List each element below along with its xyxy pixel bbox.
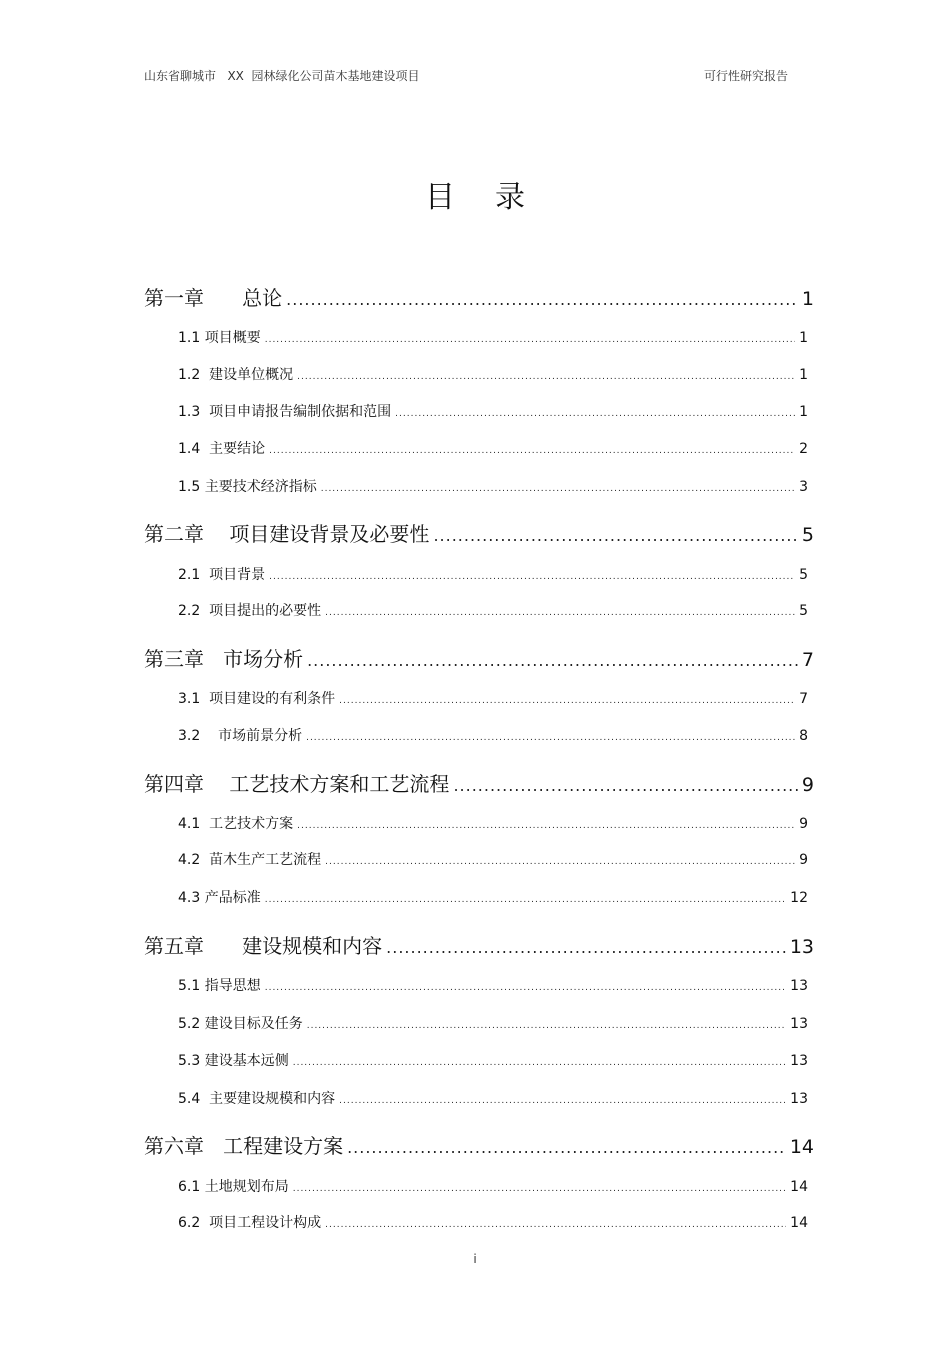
running-header-left: 山东省聊城市 XX 园林绿化公司苗木基地建设项目 [144,69,420,83]
dot-leader [307,651,798,670]
toc-section-entry[interactable] [178,1212,808,1232]
dot-leader [265,983,786,993]
toc-section-entry[interactable] [178,725,808,745]
toc-entry-page-number: 1 [799,330,808,346]
toc-entry-page-number: 7 [801,649,814,671]
toc-entry-label: 1.2 建设单位概况 [178,367,294,383]
toc-entry-page-number: 9 [799,816,808,832]
toc-entry-label: 1.5 主要技术经济指标 [178,479,317,495]
toc-entry-label: 1.4 主要结论 [178,441,266,457]
dot-leader [325,857,795,867]
dot-leader [325,1220,786,1230]
toc-section-entry[interactable] [178,887,808,907]
dot-leader [269,572,795,582]
dot-leader [453,776,797,795]
toc-entry-label: 6.2 项目工程设计构成 [178,1215,322,1231]
toc-section-entry[interactable] [178,438,808,458]
toc-entry-page-number: 9 [799,852,808,868]
dot-leader [339,1096,786,1106]
toc-entry-page-number: 1 [801,288,814,310]
dot-leader [433,526,797,545]
dot-leader [293,1058,786,1068]
toc-entry-page-number: 5 [799,567,808,583]
toc-entry-page-number: 14 [789,1136,814,1158]
dot-leader [321,484,795,494]
toc-entry-label: 4.2 苗木生产工艺流程 [178,852,322,868]
toc-entry-label: 5.4 主要建设规模和内容 [178,1091,336,1107]
toc-entry-label: 3.2 市场前景分析 [178,728,303,744]
toc-entry-label: 第三章 市场分析 [144,647,304,671]
running-header-right: 可行性研究报告 [704,69,789,83]
toc-entry-page-number: 14 [790,1215,808,1231]
dot-leader [297,821,795,831]
toc-section-entry[interactable] [178,1176,808,1196]
toc-entry-page-number: 8 [799,728,808,744]
toc-entry-page-number: 5 [799,603,808,619]
dot-leader [307,1021,786,1031]
toc-entry-label: 4.3 产品标准 [178,890,261,906]
toc-entry-page-number: 13 [790,1016,808,1032]
toc-entry-label: 5.1 指导思想 [178,978,261,994]
toc-entry-label: 3.1 项目建设的有利条件 [178,691,336,707]
toc-entry-page-number: 12 [790,890,808,906]
dot-leader [306,733,795,743]
dot-leader [395,409,795,419]
toc-entry-page-number: 13 [790,978,808,994]
toc-section-entry[interactable] [178,564,808,584]
dot-leader [265,895,786,905]
toc-section-entry[interactable] [178,849,808,869]
toc-section-entry[interactable] [178,813,808,833]
toc-chapter-entry[interactable] [144,1130,814,1159]
toc-entry-label: 5.2 建设目标及任务 [178,1016,303,1032]
dot-leader [297,372,795,382]
toc-entry-page-number: 14 [790,1179,808,1195]
toc-entry-label: 第四章 工艺技术方案和工艺流程 [144,772,450,796]
toc-section-entry[interactable] [178,975,808,995]
toc-entry-label: 1.3 项目申请报告编制依据和范围 [178,404,392,420]
toc-section-entry[interactable] [178,1088,808,1108]
dot-leader [293,1184,786,1194]
toc-entry-label: 2.2 项目提出的必要性 [178,603,322,619]
toc-entry-page-number: 5 [801,524,814,546]
dot-leader [386,938,786,957]
toc-entry-label: 6.1 土地规划布局 [178,1179,289,1195]
toc-section-entry[interactable] [178,688,808,708]
toc-entry-page-number: 13 [790,1091,808,1107]
toc-section-entry[interactable] [178,327,808,347]
toc-entry-page-number: 9 [801,774,814,796]
toc-entry-label: 第二章 项目建设背景及必要性 [144,522,430,546]
toc-entry-label: 5.3 建设基本远侧 [178,1053,289,1069]
toc-title: 目录 [425,180,565,215]
toc-entry-page-number: 7 [799,691,808,707]
page-number: i [473,1252,477,1266]
toc-entry-label: 2.1 项目背景 [178,567,266,583]
toc-section-entry[interactable] [178,600,808,620]
dot-leader [269,446,795,456]
dot-leader [339,696,795,706]
toc-entry-label: 4.1 工艺技术方案 [178,816,294,832]
toc-section-entry[interactable] [178,1050,808,1070]
toc-entry-label: 第一章 总论 [144,286,283,310]
dot-leader [347,1138,786,1157]
toc-chapter-entry[interactable] [144,768,814,797]
toc-entry-label: 第五章 建设规模和内容 [144,934,383,958]
toc-entry-page-number: 13 [790,1053,808,1069]
toc-chapter-entry[interactable] [144,930,814,959]
dot-leader [265,335,795,345]
toc-chapter-entry[interactable] [144,282,814,311]
toc-section-entry[interactable] [178,1013,808,1033]
dot-leader [325,608,795,618]
toc-chapter-entry[interactable] [144,643,814,672]
toc-entry-page-number: 2 [799,441,808,457]
toc-section-entry[interactable] [178,476,808,496]
toc-entry-page-number: 3 [799,479,808,495]
toc-entry-page-number: 1 [799,404,808,420]
toc-chapter-entry[interactable] [144,518,814,547]
toc-section-entry[interactable] [178,364,808,384]
toc-entry-label: 1.1 项目概要 [178,330,261,346]
toc-entry-label: 第六章 工程建设方案 [144,1134,344,1158]
dot-leader [286,290,798,309]
toc-section-entry[interactable] [178,401,808,421]
toc-entry-page-number: 1 [799,367,808,383]
toc-entry-page-number: 13 [789,936,814,958]
